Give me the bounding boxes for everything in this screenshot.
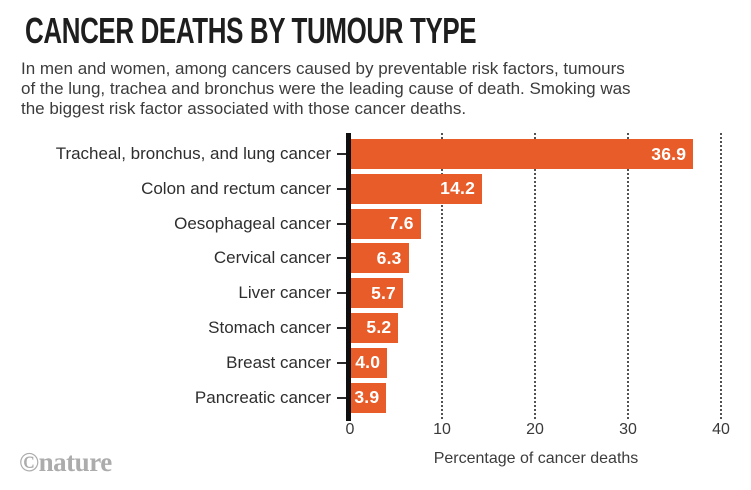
x-axis-ticks [345,421,730,441]
x-tick-label-40: 40 [712,421,730,438]
bar-tracheal-bronchus-lung [350,139,693,169]
x-tick-label-20: 20 [526,421,544,438]
y-axis-line [346,133,351,421]
bar-pancreatic [350,383,386,413]
category-label-row [0,278,348,308]
category-label: Pancreatic cancer [194,387,331,407]
category-label-row [0,174,348,204]
bar-value-label: 4.0 [355,352,381,373]
chart-subtitle [21,59,631,119]
x-tick-label-0: 0 [345,421,355,438]
category-label: Colon and rectum cancer [141,178,331,198]
bar-value-label: 3.9 [354,387,380,408]
bar-oesophageal [350,209,421,239]
bar-liver [350,278,403,308]
category-label-row [0,383,348,413]
subtitle-line-1: In men and women, among cancers caused by preventable risk factors, tumours [21,59,625,78]
bar-value-label: 5.2 [366,317,392,338]
bar-value-label: 36.9 [651,143,687,164]
bar-value-label: 5.7 [371,282,396,303]
x-tick-label-10: 10 [433,421,451,438]
nature-watermark: ©nature [19,447,112,477]
category-label-row [0,209,348,239]
x-axis-title: Percentage of cancer deaths [433,450,639,467]
bar-stomach [350,313,398,343]
category-label: Stomach cancer [208,317,331,337]
bar-value-label: 6.3 [376,247,402,268]
x-tick-label-30: 30 [619,421,637,438]
category-label-row [0,348,348,378]
subtitle-line-2: of the lung, trachea and bronchus were the leading cause of death. Smoking was [21,79,631,98]
category-label: Cervical cancer [213,248,331,268]
category-label-row [0,139,348,169]
plot-area [350,133,722,419]
category-label: Breast cancer [226,352,331,372]
subtitle-line-3: the biggest risk factor associated with those cancer deaths. [21,99,467,118]
bar-colon-rectum [350,174,482,204]
category-label-column [0,139,348,417]
chart-title: CANCER DEATHS BY TUMOUR TYPE [25,10,477,51]
category-label-row [0,313,348,343]
category-label: Liver cancer [238,283,331,303]
bar-group [350,139,722,417]
category-label: Tracheal, bronchus, and lung cancer [55,144,331,163]
category-label-row [0,243,348,273]
bar-value-label: 7.6 [388,213,414,234]
bar-cervical [350,243,409,273]
category-label: Oesophageal cancer [174,213,331,233]
bar-breast [350,348,387,378]
bar-value-label: 14.2 [440,178,476,199]
